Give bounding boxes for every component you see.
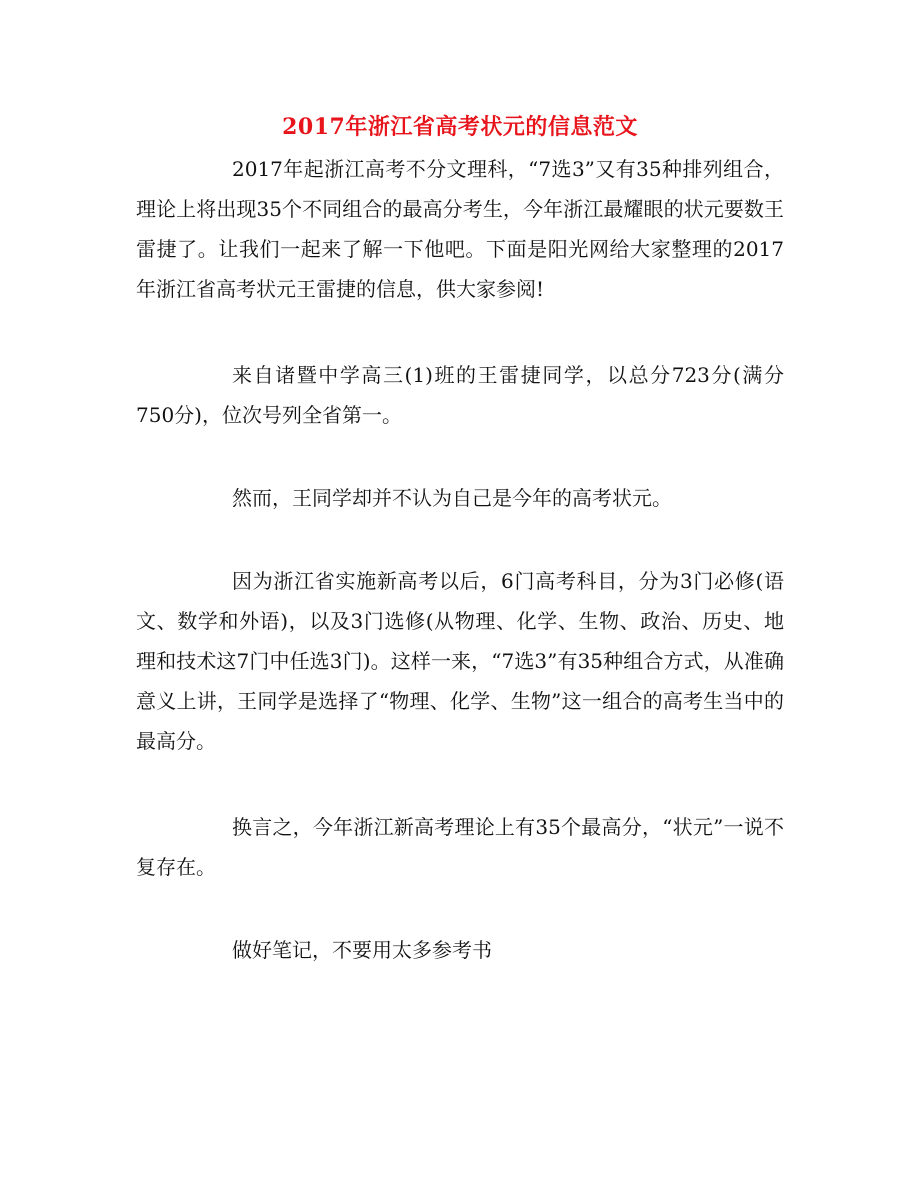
paragraph-no-champion: 换言之，今年浙江新高考理论上有35个最高分，“状元”一说不复存在。 <box>136 815 784 879</box>
paragraph-intro: 2017年起浙江高考不分文理科，“7选3”又有35种排列组合，理论上将出现35个不同组合的最高分考生，今年浙江最耀眼的状元要数王雷捷了。让我们一起来了解一下他吧。下面是阳光网给大家整理的2017年浙江省高考状元王雷捷的信息，供大家参阅! <box>136 157 784 301</box>
paragraph-student-score: 来自诸暨中学高三(1)班的王雷捷同学，以总分723分(满分750分)，位次号列全省第一。 <box>136 363 784 427</box>
document-title: 2017年浙江省高考状元的信息范文 <box>282 114 638 140</box>
paragraph-study-tip: 做好笔记，不要用太多参考书 <box>232 938 492 962</box>
paragraph-not-champion: 然而，王同学却并不认为自己是今年的高考状元。 <box>232 486 672 510</box>
paragraph-new-exam-system: 因为浙江省实施新高考以后，6门高考科目，分为3门必修(语文、数学和外语)，以及3门选修(从物理、化学、生物、政治、历史、地理和技术这7门中任选3门)。这样一来，“7选3”有35种组合方式，从准确意义上讲，王同学是选择了“物理、化学、生物”这一组合的高考生当中的最高分。 <box>136 569 784 753</box>
